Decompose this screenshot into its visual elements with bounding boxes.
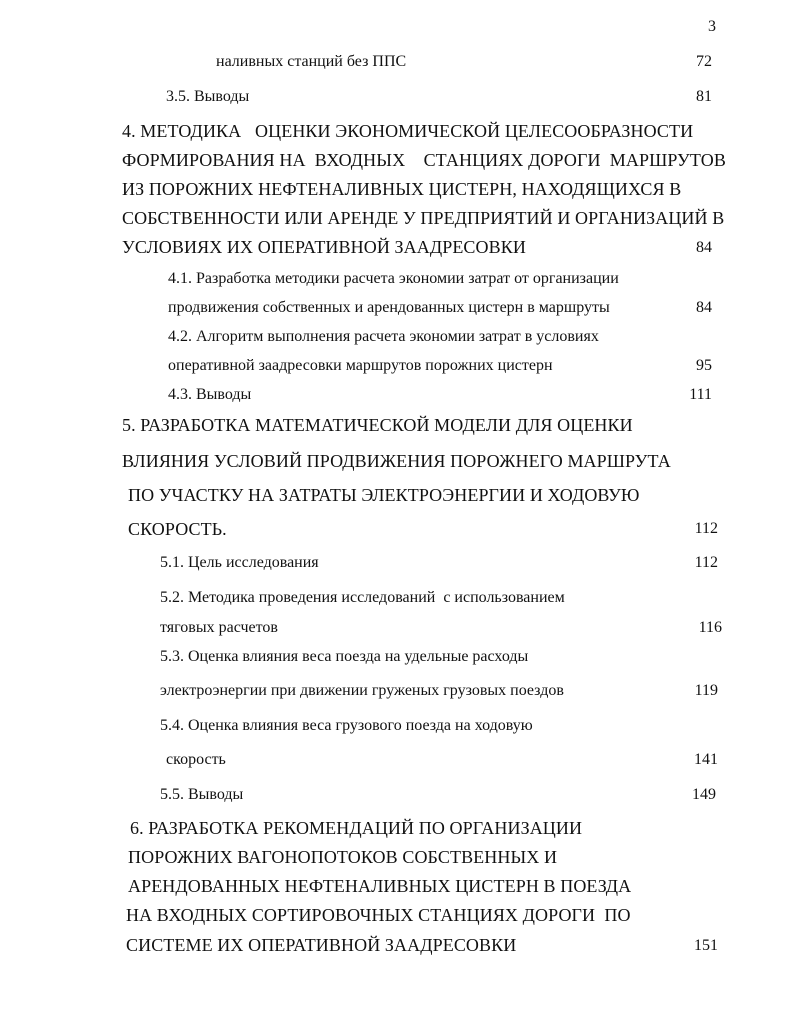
toc-line: наливных станций без ППС [216,53,407,70]
toc-page-number: 119 [694,682,718,699]
toc-chapter-heading: АРЕНДОВАННЫХ НЕФТЕНАЛИВНЫХ ЦИСТЕРН В ПОЕЗДА [128,876,632,896]
toc-chapter-heading: 4. МЕТОДИКА ОЦЕНКИ ЭКОНОМИЧЕСКОЙ ЦЕЛЕСООБРАЗНОСТИ [122,121,694,141]
toc-chapter-heading: 5. РАЗРАБОТКА МАТЕМАТИЧЕСКОЙ МОДЕЛИ ДЛЯ ОЦЕНКИ [122,415,633,435]
toc-chapter-heading: СИСТЕМЕ ИХ ОПЕРАТИВНОЙ ЗААДРЕСОВКИ [126,935,517,955]
toc-page-number: 111 [689,386,712,403]
toc-chapter-heading: СОБСТВЕННОСТИ ИЛИ АРЕНДЕ У ПРЕДПРИЯТИЙ И ОРГАНИЗАЦИЙ В [122,208,725,228]
toc-page-number: 112 [694,520,718,537]
toc-page-number: 84 [696,299,712,316]
toc-page-number: 112 [694,554,718,571]
toc-line: 5.4. Оценка влияния веса грузового поезда на ходовую [160,717,533,734]
toc-line: тяговых расчетов [160,619,278,636]
toc-page-number: 116 [698,619,722,636]
toc-line: продвижения собственных и арендованных цистерн в маршруты [168,299,610,316]
toc-line: электроэнергии при движении груженых грузовых поездов [160,682,564,699]
toc-chapter-heading: ПОРОЖНИХ ВАГОНОПОТОКОВ СОБСТВЕННЫХ И [128,847,558,867]
toc-line: 3.5. Выводы [166,88,250,105]
toc-page-number: 151 [694,937,718,954]
toc-line: 5.2. Методика проведения исследований с использованием [160,589,565,606]
toc-chapter-heading: ПО УЧАСТКУ НА ЗАТРАТЫ ЭЛЕКТРОЭНЕРГИИ И ХОДОВУЮ [128,485,640,505]
toc-line: 5.3. Оценка влияния веса поезда на удельные расходы [160,648,529,665]
toc-page-number: 81 [696,88,712,105]
toc-line: 5.5. Выводы [160,786,244,803]
toc-page-number: 141 [694,751,718,768]
toc-line: 4.2. Алгоритм выполнения расчета экономии затрат в условиях [168,328,599,345]
page-number: 3 [708,18,716,35]
toc-page-number: 149 [692,786,716,803]
toc-chapter-heading: УСЛОВИЯХ ИХ ОПЕРАТИВНОЙ ЗААДРЕСОВКИ [122,237,526,257]
toc-line: 5.1. Цель исследования [160,554,319,571]
toc-line: 4.3. Выводы [168,386,252,403]
toc-chapter-heading: ФОРМИРОВАНИЯ НА ВХОДНЫХ СТАНЦИЯХ ДОРОГИ МАРШРУТОВ [122,150,726,170]
toc-line: 4.1. Разработка методики расчета экономии затрат от организации [168,270,619,287]
toc-chapter-heading: ВЛИЯНИЯ УСЛОВИЙ ПРОДВИЖЕНИЯ ПОРОЖНЕГО МАРШРУТА [122,451,671,471]
toc-chapter-heading: 6. РАЗРАБОТКА РЕКОМЕНДАЦИЙ ПО ОРГАНИЗАЦИИ [130,818,583,838]
toc-chapter-heading: ИЗ ПОРОЖНИХ НЕФТЕНАЛИВНЫХ ЦИСТЕРН, НАХОДЯЩИХСЯ В [122,179,682,199]
toc-page-number: 84 [696,239,712,256]
toc-line: оперативной заадресовки маршрутов порожних цистерн [168,357,553,374]
toc-chapter-heading: СКОРОСТЬ. [128,519,227,539]
toc-line: скорость [166,751,226,768]
toc-chapter-heading: НА ВХОДНЫХ СОРТИРОВОЧНЫХ СТАНЦИЯХ ДОРОГИ ПО [126,905,631,925]
toc-page-number: 72 [696,53,712,70]
toc-page-number: 95 [696,357,712,374]
